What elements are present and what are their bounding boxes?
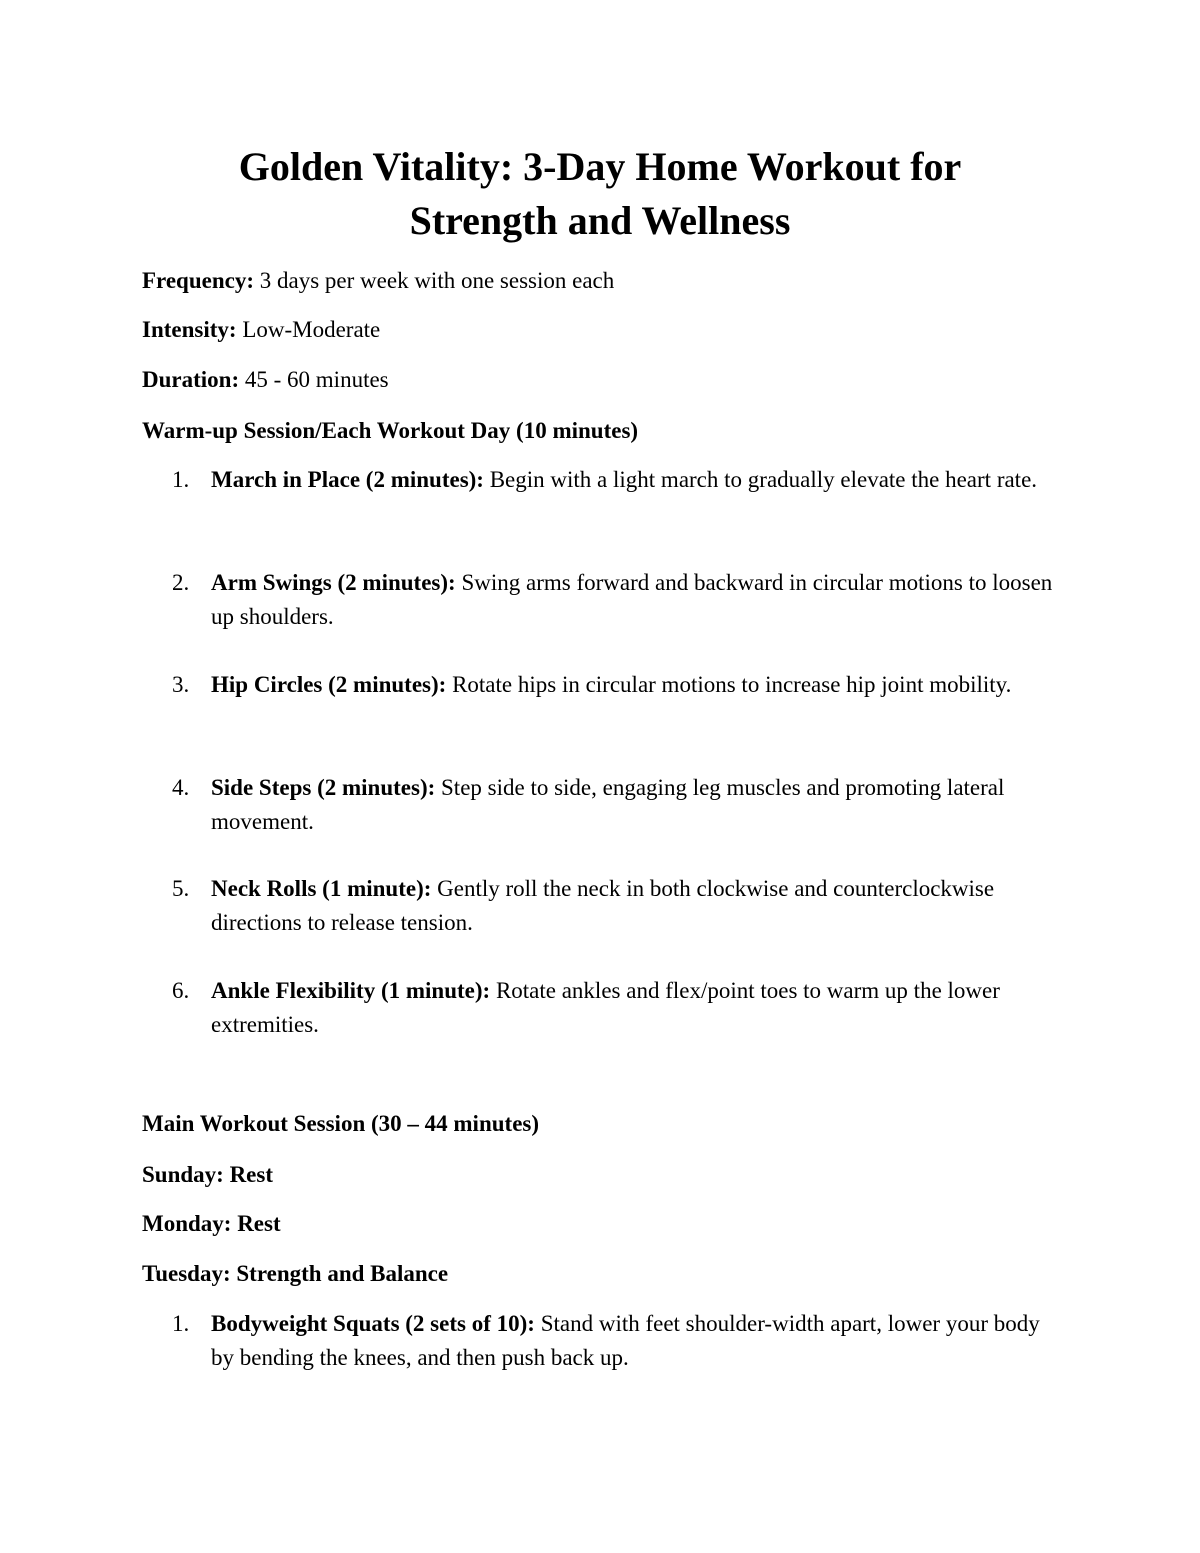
document-title-line-2: Strength and Wellness bbox=[409, 198, 791, 243]
frequency-value: 3 days per week with one session each bbox=[254, 268, 615, 293]
intensity-line bbox=[142, 314, 380, 346]
exercise-description: Rotate hips in circular motions to increase hip joint mobility. bbox=[446, 672, 1012, 697]
exercise-description: Rotate ankles and flex/point toes to warm up the lower extremities. bbox=[211, 978, 1000, 1037]
day-monday: Monday: Rest bbox=[142, 1211, 281, 1236]
list-number: 3. bbox=[172, 672, 190, 697]
intensity-value: Low-Moderate bbox=[236, 317, 381, 342]
list-item-text bbox=[211, 771, 1061, 839]
duration-line bbox=[142, 364, 389, 396]
list-item-text bbox=[211, 872, 1061, 940]
list-item-text bbox=[211, 1307, 1061, 1375]
list-item-text bbox=[211, 668, 1061, 702]
intensity-label: Intensity: bbox=[142, 317, 237, 342]
day-sunday: Sunday: Rest bbox=[142, 1162, 274, 1187]
exercise-name: Bodyweight Squats (2 sets of 10): bbox=[211, 1311, 535, 1336]
list-number: 6. bbox=[172, 978, 190, 1003]
exercise-description: Begin with a light march to gradually elevate the heart rate. bbox=[483, 467, 1038, 492]
exercise-name: Neck Rolls (1 minute): bbox=[211, 876, 432, 901]
main-workout-heading: Main Workout Session (30 – 44 minutes) bbox=[142, 1111, 540, 1136]
list-number: 1. bbox=[172, 1311, 190, 1336]
exercise-name: Arm Swings (2 minutes): bbox=[211, 570, 456, 595]
document-title-line-1: Golden Vitality: 3-Day Home Workout for bbox=[238, 144, 962, 189]
exercise-description: Step side to side, engaging leg muscles and promoting lateral movement. bbox=[211, 775, 1005, 834]
exercise-name: Side Steps (2 minutes): bbox=[211, 775, 436, 800]
list-number: 5. bbox=[172, 876, 190, 901]
warmup-heading: Warm-up Session/Each Workout Day (10 minutes) bbox=[142, 418, 639, 443]
duration-value: 45 - 60 minutes bbox=[239, 367, 389, 392]
list-number: 4. bbox=[172, 775, 190, 800]
list-number: 1. bbox=[172, 467, 190, 492]
day-tuesday: Tuesday: Strength and Balance bbox=[142, 1261, 449, 1286]
list-item-text bbox=[211, 463, 1061, 497]
exercise-description: Swing arms forward and backward in circular motions to loosen up shoulders. bbox=[211, 570, 1053, 629]
exercise-name: March in Place (2 minutes): bbox=[211, 467, 484, 492]
list-item-text bbox=[211, 566, 1061, 634]
frequency-line bbox=[142, 265, 614, 297]
list-number: 2. bbox=[172, 570, 190, 595]
exercise-name: Ankle Flexibility (1 minute): bbox=[211, 978, 491, 1003]
list-item-text bbox=[211, 974, 1061, 1042]
exercise-name: Hip Circles (2 minutes): bbox=[211, 672, 447, 697]
exercise-description: Gently roll the neck in both clockwise and counterclockwise directions to release tension. bbox=[211, 876, 995, 935]
exercise-description: Stand with feet shoulder-width apart, lower your body by bending the knees, and then push back up. bbox=[211, 1311, 1040, 1370]
duration-label: Duration: bbox=[142, 367, 240, 392]
frequency-label: Frequency: bbox=[142, 268, 255, 293]
